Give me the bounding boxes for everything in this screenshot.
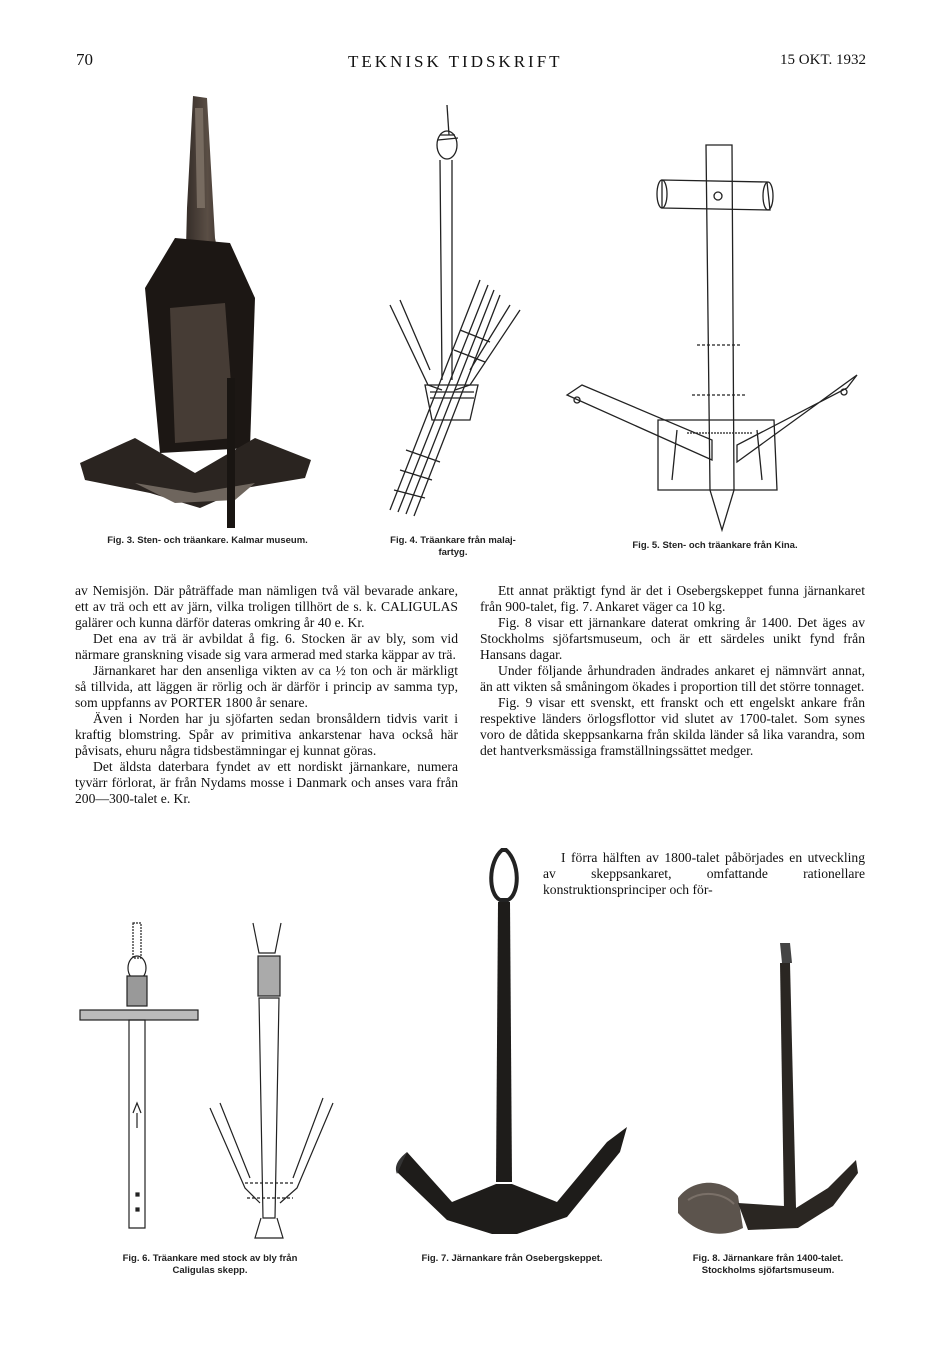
left-paragraph-5: Det äldsta daterbara fyndet av ett nordiskt järnankare, numera tyvärr förlorat, är från Nydams mosse i Danmark och anses vara från 200—300-talet e. Kr. [75,759,458,806]
fig8-caption-line2: Stockholms sjöfartsmuseum. [701,1265,835,1276]
fig7-image [392,842,642,1247]
fig4-caption-line1: Fig. 4. Träankare från malaj- [390,535,516,546]
fig7-caption: Fig. 7. Järnankare från Osebergskeppet. [421,1253,603,1264]
fig6-caption-line1: Fig. 6. Träankare med stock av bly från [122,1253,298,1264]
fig8-image [668,938,868,1248]
right-text-column [480,583,865,759]
fig8-caption [668,1253,868,1277]
page-number: 70 [76,50,93,69]
left-paragraph-4: Även i Norden har ju sjöfarten sedan bronsåldern tidvis varit i kraftig blomstring. Spår av primitiva ankarstenar hava också här påvisats, ehuru några tidsbestämningar ej kunnat göras. [75,711,458,758]
fig5-caption: Fig. 5. Sten- och träankare från Kina. [632,540,798,551]
right-paragraph-2: Fig. 8 visar ett järnankare daterat omkring år 1400. Det äges av Stockholms sjöfartsmuseum, och är ett särdeles unikt fynd från Hansans dagar. [480,615,865,662]
fig3-caption: Fig. 3. Sten- och träankare. Kalmar museum. [107,535,308,546]
right-paragraph-5: I förra hälften av 1800-talet påbörjades en utveckling av skeppsankaret, omfattande rationellare konstruktionsprinciper och för- [543,850,865,897]
right-paragraph-3: Under följande århundraden ändrades ankaret ej nämnvärt annat, än att vikten så småningom ökades i proportion till det större tonnaget. [480,663,865,694]
fig8-caption-line1: Fig. 8. Järnankare från 1400-talet. [692,1253,844,1264]
page-header [0,50,936,76]
fig3-image [75,88,315,528]
left-paragraph-3: Järnankaret har den ansenliga vikten av ca ½ ton och är märkligt så tillvida, att läggen är rörlig och är därför i princip av samma typ, som uppfanns av PORTER 1800 år senare. [75,663,458,710]
fig6-caption [75,1253,345,1277]
fig4-caption [358,535,548,559]
right-paragraph-1: Ett annat präktigt fynd är det i Osebergskeppet funna järnankaret från 900-talet, fig. 7. Ankaret väger ca 10 kg. [480,583,865,614]
fig5-image [562,140,862,535]
fig4-image [370,100,530,525]
fig4-caption-line2: fartyg. [438,547,468,558]
journal-title: TEKNISK TIDSKRIFT [348,52,563,71]
fig6-caption-line2: Caligulas skepp. [172,1265,248,1276]
left-text-column [75,583,458,807]
left-paragraph-2: Det ena av trä är avbildat å fig. 6. Stocken är av bly, som vid närmare granskning visade sig vara armerad med starka käppar av trä. [75,631,458,662]
right-paragraph-4: Fig. 9 visar ett svenskt, ett franskt och ett engelskt ankare från respektive länders örlogsflottor vid slutet av 1700-talet. Som synes voro de dåtida skeppsankarna från skilda länder så lika varandra, som det hantverksmässiga framställningssättet medger. [480,695,865,758]
fig6-image [75,918,355,1248]
issue-date: 15 OKT. 1932 [780,52,866,68]
left-paragraph-1: av Nemisjön. Där påträffade man nämligen två väl bevarade ankare, ett av trä och ett av järn, vilka troligen tillhört de s. k. CALIGULAS galärer och kunna därför dateras omkring år 40 e. Kr. [75,583,458,630]
